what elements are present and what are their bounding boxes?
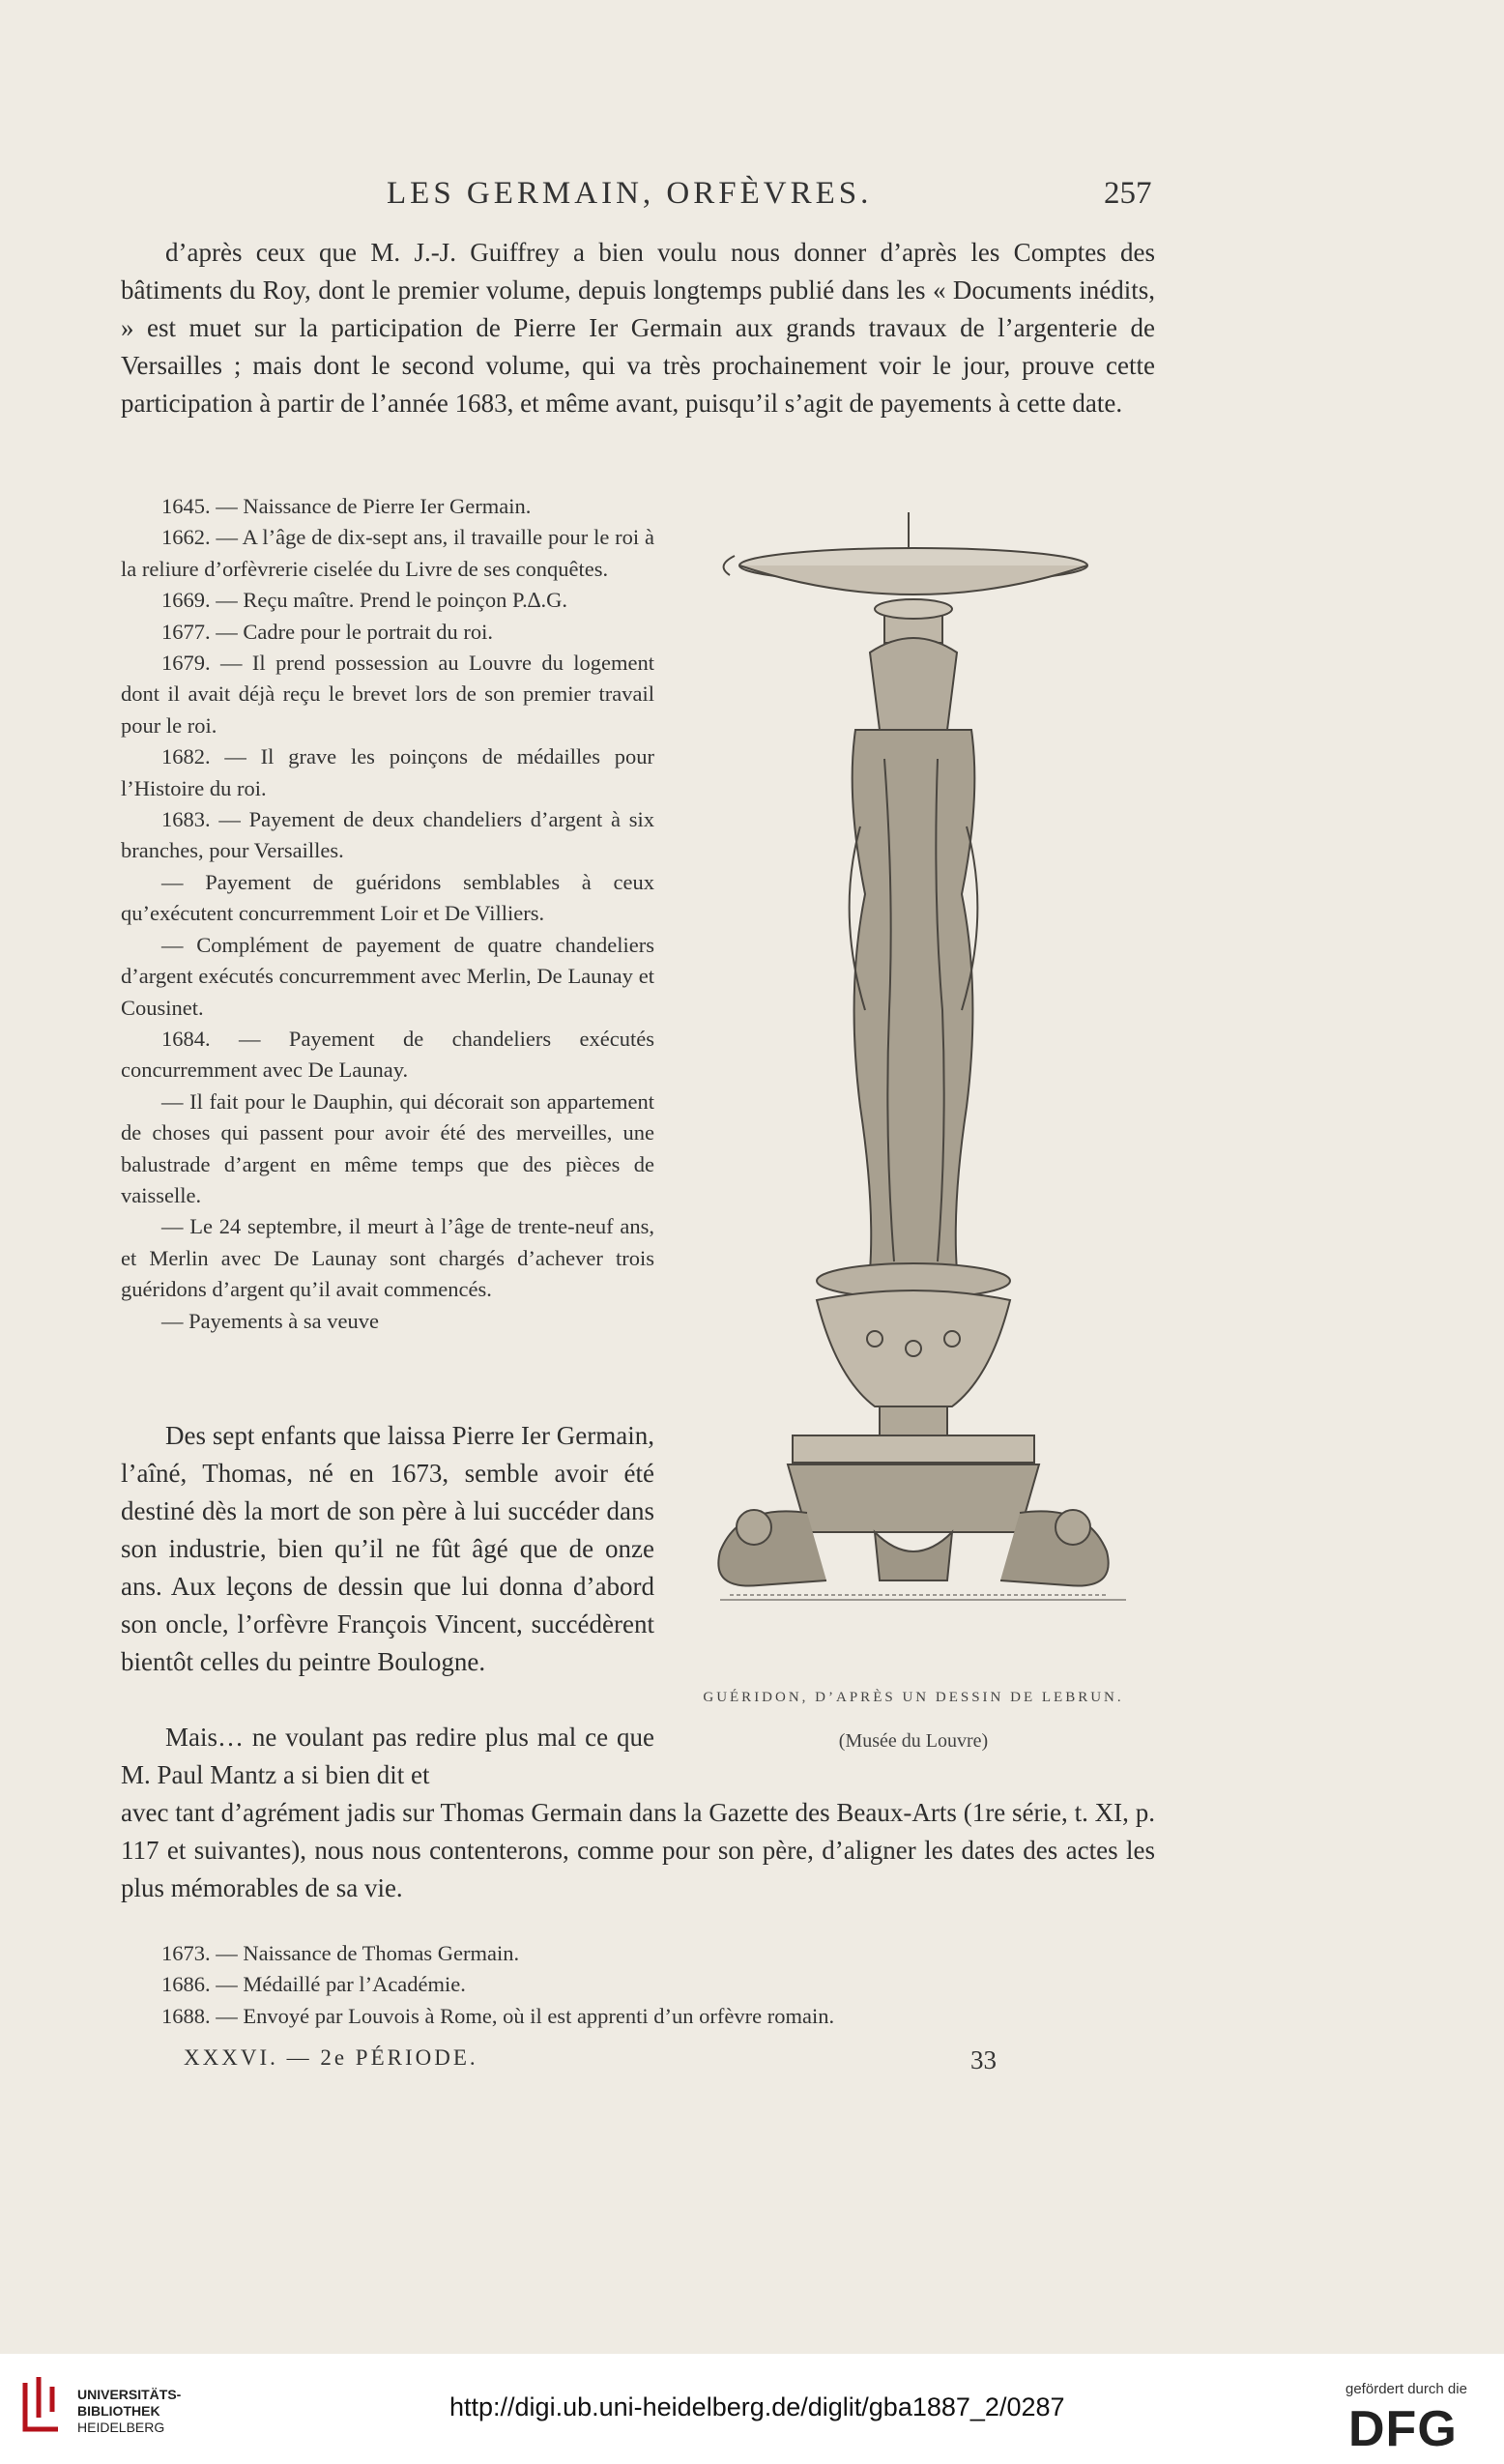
list-item: 1662. — A l’âge de dix-sept ans, il travaille pour le roi à la reliure d’orfèvrerie ciselée du Livre de ses conquêtes. — [121, 525, 654, 581]
vase-section — [817, 1290, 1010, 1406]
permalink-url[interactable]: http://digi.ub.uni-heidelberg.de/diglit/gba1887_2/0287 — [449, 2392, 1065, 2421]
pierre-timeline — [121, 491, 654, 1337]
library-line-1: UNIVERSITÄTS- — [77, 2387, 182, 2402]
thomas-text-2a: Mais… ne voulant pas redire plus mal ce que M. Paul Mantz a si bien dit et — [121, 1723, 654, 1789]
center-foot — [875, 1532, 952, 1580]
list-item: — Complément de payement de quatre chandeliers d’argent exécutés concurremment avec Merlin, De Launay et Cousinet. — [121, 932, 654, 1020]
library-line-2: BIBLIOTHEK — [77, 2403, 160, 2419]
library-name — [77, 2387, 181, 2436]
list-item: 1683. — Payement de deux chandeliers d’argent à six branches, pour Versailles. — [121, 807, 654, 863]
lower-base — [788, 1464, 1039, 1532]
list-item: 1677. — Cadre pour le portrait du roi. — [161, 619, 494, 644]
figure-subcaption: (Musée du Louvre) — [838, 1730, 989, 1752]
list-item: 1686. — Médaillé par l’Académie. — [161, 1972, 466, 1997]
funding-text: gefördert durch die — [1345, 2381, 1467, 2397]
dfg-logo: DFG — [1348, 2401, 1458, 2457]
page-number: 257 — [1104, 176, 1152, 211]
thomas-paragraph-1 — [121, 1417, 654, 1681]
signature-mark: XXXVI. — 2e PÉRIODE. — [184, 2045, 478, 2070]
figure-caption: GUÉRIDON, D’APRÈS UN DESSIN DE LEBRUN. — [703, 1690, 1124, 1705]
caryatid-figures — [853, 730, 975, 1271]
intro-text: d’après ceux que M. J.-J. Guiffrey a bien voulu nous donner d’après les Comptes des bâtiments du Roy, dont le premier volume, depuis longtemps publié dans les « Documents inédits, » est muet sur la participation de Pierre Ier Germain aux grands travaux de l’argenterie de Versailles ; mais dont le second volume, qui va très prochainement voir le jour, prouve cette participation à partir de l’année 1683, et même avant, puisqu’il s’agit de payements à cette date. — [121, 238, 1155, 418]
thomas-text-1: Des sept enfants que laissa Pierre Ier Germain, l’aîné, Thomas, né en 1673, semble avoir été destiné dès la mort de son père à lui succéder dans son industrie, bien qu’il ne fût âgé que de onze ans. Aux leçons de dessin que lui donna d’abord son oncle, l’orfèvre François Vincent, succédèrent bientôt celles du peintre Boulogne. — [121, 1421, 654, 1676]
thomas-timeline — [121, 1938, 1155, 2032]
thomas-text-2b: avec tant d’agrément jadis sur Thomas Germain dans la Gazette des Beaux-Arts (1re série, t. XI, p. 117 et suivantes), nous nous contenterons, comme pour son père, d’aligner les dates des actes les plus mémorables de sa vie. — [121, 1798, 1155, 1902]
library-line-3: HEIDELBERG — [77, 2420, 165, 2435]
list-item: 1645. — Naissance de Pierre Ier Germain. — [161, 494, 532, 518]
list-item: — Il fait pour le Dauphin, qui décorait son appartement de choses qui passent pour avoir été des merveilles, une balustrade d’argent en même temps que des pièces de vaisselle. — [121, 1088, 654, 1207]
list-item: 1684. — Payement de chandeliers exécutés concurremment avec De Launay. — [121, 1026, 654, 1083]
base-platform — [793, 1435, 1034, 1463]
gueridon-illustration — [701, 507, 1155, 1653]
list-item: 1669. — Reçu maître. Prend le poinçon P.∆.G. — [161, 588, 567, 613]
list-item: 1679. — Il prend possession au Louvre du logement dont il avait déjà reçu le brevet lors de son premier travail pour le roi. — [121, 651, 654, 738]
list-item: — Le 24 septembre, il meurt à l’âge de trente-neuf ans, et Merlin avec De Launay sont chargés d’achever trois guéridons d’argent qu’il avait commencés. — [121, 1214, 654, 1302]
bottom-bar — [0, 2354, 1504, 2464]
thomas-paragraph-2-wide — [121, 1794, 1155, 1907]
running-header: LES GERMAIN, ORFÈVRES. — [387, 176, 873, 211]
library-logo-icon — [17, 2373, 66, 2441]
list-item: — Payement de guéridons semblables à ceux qu’exécutent concurremment Loir et De Villiers. — [121, 869, 654, 926]
list-item: 1673. — Naissance de Thomas Germain. — [161, 1941, 520, 1965]
urn — [870, 638, 957, 738]
intro-paragraph — [121, 234, 1155, 422]
thomas-paragraph-2-narrow — [121, 1719, 654, 1794]
list-item: 1688. — Envoyé par Louvois à Rome, où il est apprenti d’un orfèvre romain. — [161, 2003, 835, 2028]
list-item: — Payements à sa veuve — [161, 1308, 379, 1333]
list-item: 1682. — Il grave les poinçons de médailles pour l’Histoire du roi. — [121, 744, 654, 800]
sheet-number: 33 — [970, 2045, 997, 2074]
